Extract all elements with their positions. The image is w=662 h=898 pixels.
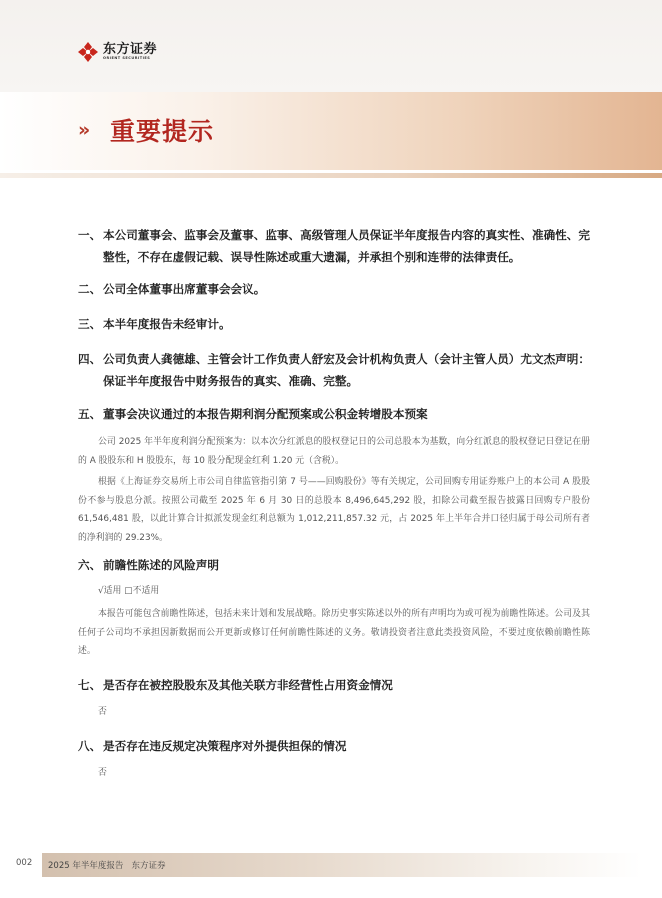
section-title: 前瞻性陈述的风险声明 xyxy=(103,558,219,572)
section-number: 二、 xyxy=(78,282,102,296)
section-banner xyxy=(0,92,662,170)
section-title: 董事会决议通过的本报告期利润分配预案或公积金转增股本预案 xyxy=(103,407,428,421)
logo-name-cn: 东方证券 xyxy=(103,42,158,58)
notice-section-8 xyxy=(78,735,590,782)
notice-section-7 xyxy=(78,674,590,721)
logo-name-en: ORIENT SECURITIES xyxy=(103,56,151,61)
footer-company: 东方证券 xyxy=(131,861,166,871)
section-number: 四、 xyxy=(78,352,102,366)
section-title: 是否存在违反规定决策程序对外提供担保的情况 xyxy=(103,739,347,753)
footer-report-name: 2025 年半年度报告 xyxy=(48,861,124,871)
forward-looking-paragraph: 本报告可能包含前瞻性陈述，包括未来计划和发展战略。除历史事实陈述以外的所有声明均为或可视为前瞻性陈述。公司及其任何子公司均不承担因新数据而公开更新或修订任何前瞻性陈述的义务。敬请投资者注意此类投资风险，不要过度依赖前瞻性陈述。 xyxy=(78,609,590,656)
notice-section-2 xyxy=(78,278,590,300)
notice-section-3 xyxy=(78,313,590,335)
section-title: 公司负责人龚德雄、主管会计工作负责人舒宏及会计机构负责人（会计主管人员）尤文杰声明：保证半年度报告中财务报告的真实、准确、完整。 xyxy=(103,352,590,388)
footer-title xyxy=(48,859,165,871)
notice-section-6 xyxy=(78,554,590,664)
notice-section-4 xyxy=(78,348,590,392)
notice-section-5 xyxy=(78,403,590,550)
section-number: 七、 xyxy=(78,678,102,692)
applicability-indicator: √适用 □不适用 xyxy=(98,586,160,596)
page-title: 重要提示 xyxy=(110,117,215,146)
answer-text: 否 xyxy=(98,707,107,717)
notice-section-1 xyxy=(78,224,590,268)
dividend-detail-paragraph: 根据《上海证券交易所上市公司自律监管指引第 7 号——回购股份》等有关规定，公司回购专用证券账户上的本公司 A 股股份不参与股息分派。按照公司截至 2025 年 6 月 30 日的总股本 8,496,645,292 股，扣除公司截至报告披露日回购专户股份 61,546,481 股，以此计算合计拟派发现金红利总额为 1,012,211,857.32 元，占 2025 年上半年合并口径归属于母公司所有者的净利润的 29.23%。 xyxy=(78,477,590,543)
section-number: 三、 xyxy=(78,317,102,331)
answer-text: 否 xyxy=(98,768,107,778)
section-number: 一、 xyxy=(78,228,102,242)
company-logo xyxy=(77,41,157,63)
section-title: 公司全体董事出席董事会会议。 xyxy=(103,282,266,296)
section-title: 本半年度报告未经审计。 xyxy=(103,317,231,331)
page-number: 002 xyxy=(16,858,33,868)
section-number: 五、 xyxy=(78,407,102,421)
dividend-plan-paragraph: 公司 2025 年半年度利润分配预案为：以本次分红派息的股权登记日的公司总股本为基数，向分红派息的股权登记日登记在册的 A 股股东和 H 股股东，每 10 股分配现金红利 1.20 元（含税）。 xyxy=(78,437,590,466)
double-chevron-icon: » xyxy=(78,119,91,141)
banner-divider xyxy=(0,173,662,178)
section-title: 是否存在被控股股东及其他关联方非经营性占用资金情况 xyxy=(103,678,393,692)
section-number: 八、 xyxy=(78,739,102,753)
orient-securities-logo-icon xyxy=(77,41,99,63)
section-number: 六、 xyxy=(78,558,102,572)
section-title: 本公司董事会、监事会及董事、监事、高级管理人员保证半年度报告内容的真实性、准确性、完整性，不存在虚假记载、误导性陈述或重大遗漏，并承担个别和连带的法律责任。 xyxy=(103,228,590,264)
